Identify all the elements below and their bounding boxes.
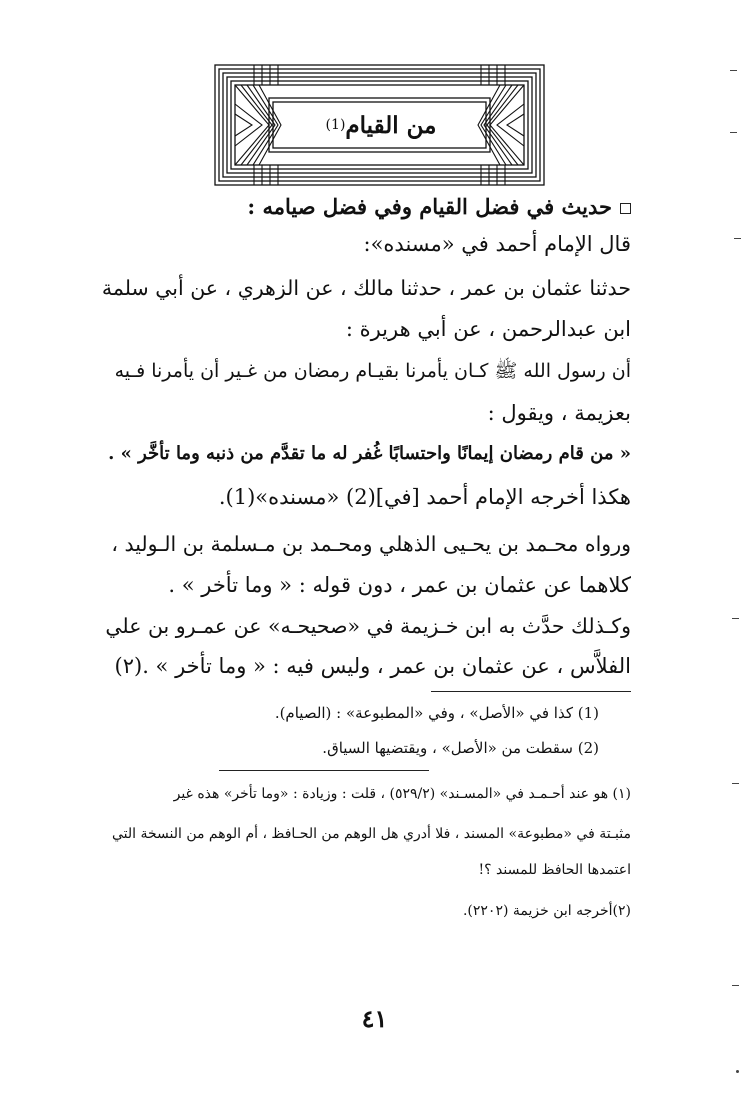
- author-footnote: (١) هو عند أحـمـد في «المسـند» (٥٢٩/٢) ، قلت : وزيادة : «وما تأخر» هذه غير: [173, 786, 631, 802]
- square-bullet-icon: [620, 203, 631, 214]
- scan-margin-mark: [732, 783, 739, 784]
- scan-margin-mark: [732, 618, 739, 619]
- editor-footnote: (1) كذا في «الأصل» ، وفي «المطبوعة» : (الصيام).: [274, 704, 599, 722]
- author-footnote: مثبـتة في «مطبوعة» المسند ، فلا أدري هل الوهم من الحـافظ ، أم الوهم من النسخة التي: [111, 826, 631, 842]
- editor-footnote: (2) سقطت من «الأصل» ، ويقتضيها السياق.: [322, 739, 599, 757]
- body-line: أن رسول الله ﷺ كـان يأمرنا بقيـام رمضان من غـير أن يأمرنا فـيه: [114, 360, 631, 382]
- page-number: ٤١: [361, 1004, 388, 1033]
- body-line: كلاهما عن عثمان بن عمر ، دون قوله : « وما تأخر » .: [168, 573, 631, 597]
- scan-margin-mark: [732, 985, 739, 986]
- chapter-title-note-ref: (1): [325, 117, 346, 133]
- body-line: هكذا أخرجه الإمام أحمد [في](2) «مسنده»(1).: [218, 485, 631, 509]
- body-line: حدثنا عثمان بن عمر ، حدثنا مالك ، عن الزهري ، عن أبي سلمة: [101, 276, 631, 300]
- hadith-text: « من قام رمضان إيمانًا واحتسابًا غُفر له ما تقدَّم من ذنبه وما تأخَّر » .: [108, 443, 631, 464]
- scan-margin-mark: [730, 70, 737, 71]
- body-line: بعزيمة ، ويقول :: [487, 401, 631, 425]
- footnote-separator: [431, 691, 631, 692]
- section-heading: [247, 194, 631, 219]
- author-footnote: اعتمدها الحافظ للمسند ؟!: [478, 862, 631, 878]
- body-line: قال الإمام أحمد في «مسنده»:: [363, 232, 631, 256]
- body-line: الفلاَّس ، عن عثمان بن عمر ، وليس فيه : « وما تأخر » .(٢): [114, 654, 631, 678]
- scan-margin-mark: [736, 1070, 739, 1073]
- body-line: ورواه محـمد بن يحـيى الذهلي ومحـمد بن مـسلمة بن الـوليد ،: [111, 532, 631, 556]
- body-line: وكـذلك حدَّث به ابن خـزيمة في «صحيحـه» عن عمـرو بن علي: [105, 614, 631, 638]
- chapter-title: [272, 100, 490, 150]
- chapter-title-text: من القيام: [345, 111, 437, 139]
- body-line: ابن عبدالرحمن ، عن أبي هريرة :: [345, 317, 631, 341]
- author-footnote: (٢)أخرجه ابن خزيمة (٢٢٠٢).: [462, 903, 631, 919]
- section-heading-text: حديث في فضل القيام وفي فضل صيامه :: [247, 194, 612, 219]
- scan-margin-mark: [730, 132, 737, 133]
- scan-margin-mark: [734, 238, 741, 239]
- footnote-separator: [219, 770, 429, 771]
